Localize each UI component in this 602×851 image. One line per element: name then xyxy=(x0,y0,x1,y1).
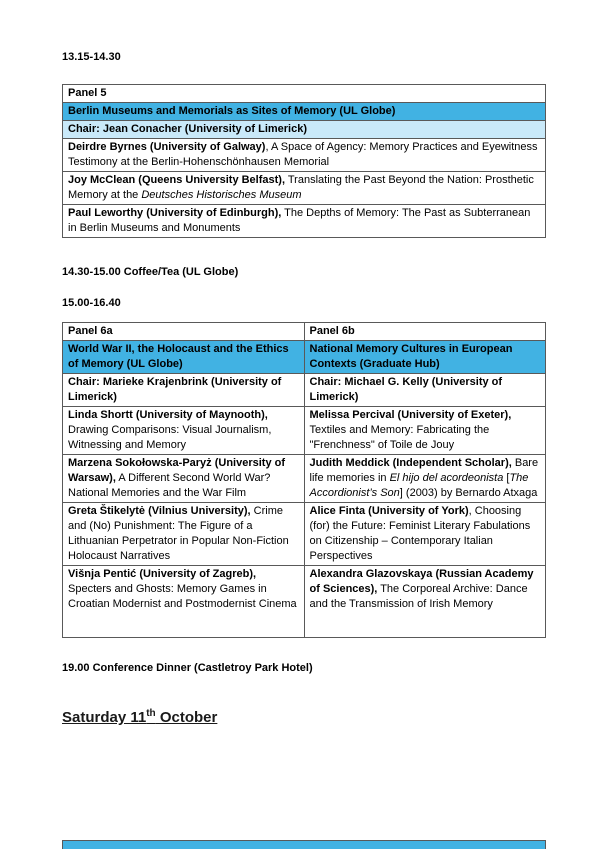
day-heading xyxy=(62,708,546,728)
paper-title: The Depths of Memory: The Past as Subterranean in Berlin Museums and Monuments xyxy=(68,207,531,234)
speaker-name: Judith Meddick (Independent Scholar), xyxy=(309,457,512,469)
paper-row xyxy=(63,566,546,638)
speaker-name: Joy McClean (Queens University Belfast), xyxy=(68,174,286,186)
panel-6a-title: World War II, the Holocaust and the Ethics of Memory (UL Globe) xyxy=(63,341,305,374)
paper-row xyxy=(63,455,546,503)
panel-5-chair: Chair: Jean Conacher (University of Limerick) xyxy=(63,121,546,139)
panel-6b-chair: Chair: Michael G. Kelly (University of Limerick) xyxy=(304,374,546,407)
paper-entry xyxy=(63,455,305,503)
next-table-header-peek xyxy=(62,840,546,849)
speaker-name: Melissa Percival (University of Exeter), xyxy=(309,409,512,421)
paper-row xyxy=(63,503,546,566)
paper-title: Bare life memories in xyxy=(309,457,539,484)
session-time-heading: 15.00-16.40 xyxy=(62,297,121,309)
paper-title: Crime and (No) Punishment: The Figure of a Lithuanian Perpetrator in Popular Non-Fiction Holocaust Narratives xyxy=(68,505,289,562)
panel-label-row xyxy=(63,323,546,341)
panel-6b-title: National Memory Cultures in European Contexts (Graduate Hub) xyxy=(304,341,546,374)
paper-entry xyxy=(304,566,546,638)
session-time-heading: 13.15-14.30 xyxy=(62,51,121,63)
speaker-name: Greta Štikelytė (Vilnius University), xyxy=(68,505,251,517)
day-heading-month: October xyxy=(155,709,218,726)
paper-entry: Joy McClean (Queens University Belfast), Translating the Past Beyond the Nation: Prosthetic Memory at the Deutsches Historisches Museum xyxy=(63,172,546,205)
paper-title: A Different Second World War? National Memories and the War Film xyxy=(68,472,271,499)
paper-entry: Judith Meddick (Independent Scholar), Bare life memories in El hijo del acordeonista [The Accordionist’s Son] (2003) by Bernardo Atxaga xyxy=(304,455,546,503)
panel-chair-row xyxy=(63,374,546,407)
panel-6b-label: Panel 6b xyxy=(304,323,546,341)
panel-5-table xyxy=(62,84,546,238)
panel-5-title: Berlin Museums and Memorials as Sites of Memory (UL Globe) xyxy=(63,103,546,121)
speaker-name: Paul Leworthy (University of Edinburgh), xyxy=(68,207,282,219)
day-heading-ordinal: th xyxy=(146,708,156,719)
paper-title: Textiles and Memory: Fabricating the "Frenchness" of Toile de Jouy xyxy=(309,424,490,451)
coffee-break-heading: 14.30-15.00 Coffee/Tea (UL Globe) xyxy=(62,266,239,278)
paper-entry xyxy=(63,503,305,566)
speaker-name: Alice Finta (University of York) xyxy=(309,505,469,517)
panel-6a-label: Panel 6a xyxy=(63,323,305,341)
paper-title: Drawing Comparisons: Visual Journalism, Witnessing and Memory xyxy=(68,424,272,451)
paper-row xyxy=(63,139,546,172)
paper-entry xyxy=(304,503,546,566)
paper-title: , Choosing (for) the Future: Feminist Literary Fabulations on Citizenship – Contemporary Italian Perspectives xyxy=(309,505,531,562)
speaker-name: Višnja Pentić (University of Zagreb), xyxy=(68,568,257,580)
panel-chair-row xyxy=(63,121,546,139)
panel-6-table xyxy=(62,322,546,638)
panel-label-row xyxy=(63,85,546,103)
paper-row xyxy=(63,407,546,455)
speaker-name: Deirdre Byrnes (University of Galway) xyxy=(68,141,266,153)
speaker-name: Marzena Sokołowska-Paryż (University of Warsaw), xyxy=(68,457,286,484)
paper-entry xyxy=(304,407,546,455)
paper-entry xyxy=(63,566,305,638)
paper-title: Specters and Ghosts: Memory Games in Croatian Modernist and Postmodernist Cinema xyxy=(68,583,297,610)
paper-row xyxy=(63,205,546,238)
speaker-name: Linda Shortt (University of Maynooth), xyxy=(68,409,268,421)
paper-row xyxy=(63,172,546,205)
paper-title: , A Space of Agency: Memory Practices and Eyewitness Testimony at the Berlin-Hohenschönhausen Memorial xyxy=(68,141,538,168)
panel-6a-chair: Chair: Marieke Krajenbrink (University of Limerick) xyxy=(63,374,305,407)
panel-5-label: Panel 5 xyxy=(63,85,546,103)
paper-entry xyxy=(63,139,546,172)
panel-title-row xyxy=(63,103,546,121)
paper-entry xyxy=(63,205,546,238)
conference-dinner-heading: 19.00 Conference Dinner (Castletroy Park Hotel) xyxy=(62,662,313,674)
paper-entry xyxy=(63,407,305,455)
speaker-name: Alexandra Glazovskaya (Russian Academy of Sciences), xyxy=(309,568,534,595)
day-heading-text: Saturday 11 xyxy=(62,709,147,726)
paper-title: Translating the Past Beyond the Nation: Prosthetic Memory at the xyxy=(68,174,534,201)
panel-title-row xyxy=(63,341,546,374)
paper-title: The Corporeal Archive: Dance and the Transmission of Irish Memory xyxy=(309,583,528,610)
